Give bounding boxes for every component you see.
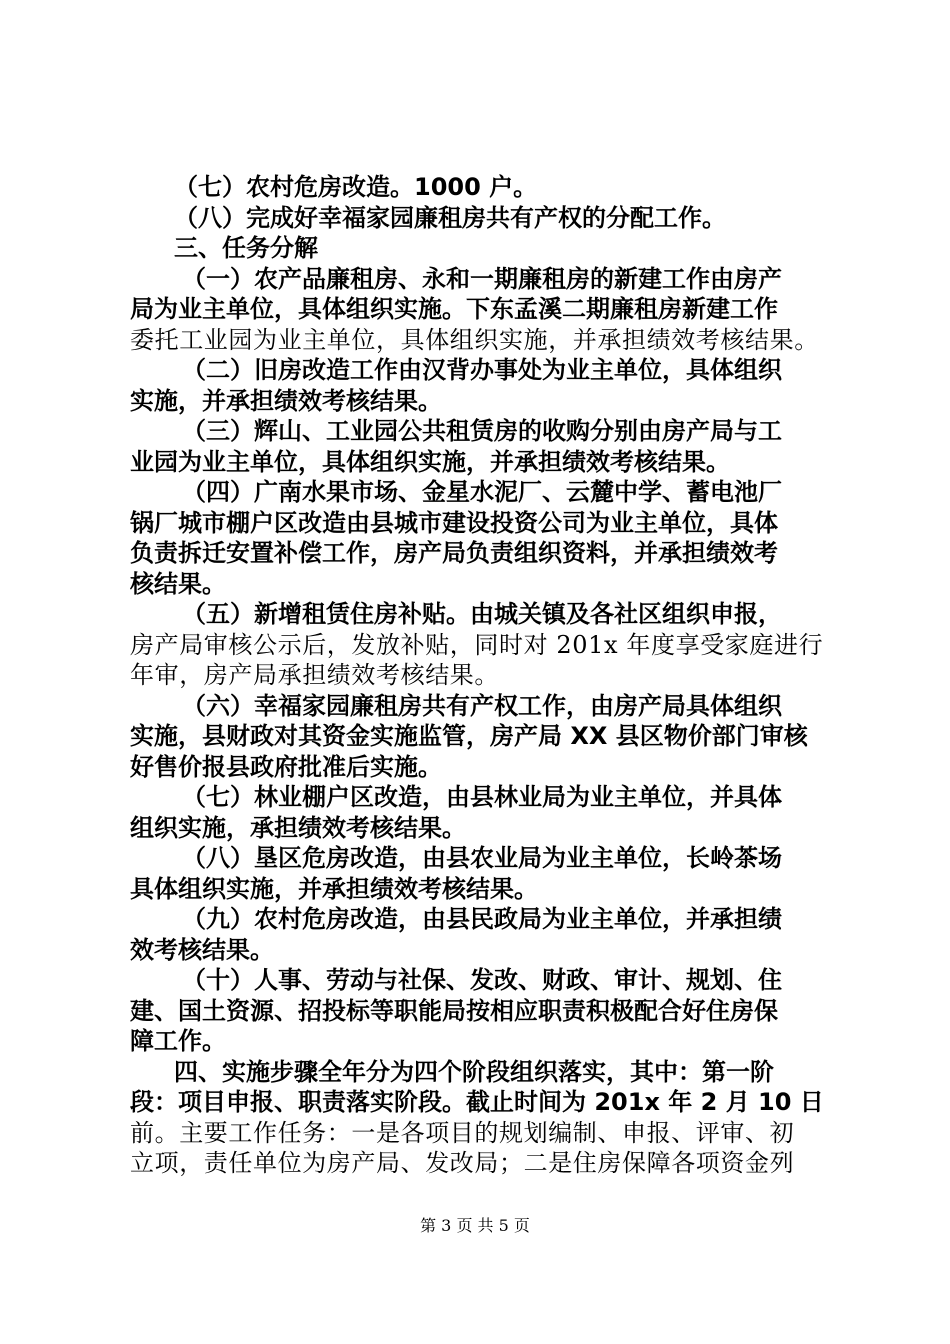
text-line: （七）林业棚户区改造，由县林业局为业主单位，并具体 (182, 783, 782, 811)
text-line: （一）农产品廉租房、永和一期廉租房的新建工作由房产 (182, 264, 782, 293)
document-body (130, 172, 830, 1179)
text-line: 好售价报县政府批准后实施。 (130, 752, 442, 781)
text-line: 房产局审核公示后，发放补贴，同时对 201x 年度享受家庭进行 (130, 630, 824, 659)
text-line: （三）辉山、工业园公共租赁房的收购分别由房产局与工 (182, 417, 782, 445)
text-line: （八）垦区危房改造，由县农业局为业主单位，长岭茶场 (182, 844, 782, 872)
text-line: （六）幸福家园廉租房共有产权工作，由房产局具体组织 (182, 691, 782, 720)
text-line: （四）广南水果市场、金星水泥厂、云麓中学、蓄电池厂 (182, 478, 782, 506)
text-line: 实施，并承担绩效考核结果。 (130, 386, 442, 415)
text-line: 具体组织实施，并承担绩效考核结果。 (130, 874, 538, 903)
text-line: （五）新增租赁住房补贴。由城关镇及各社区组织申报， (182, 600, 782, 628)
text-line: 核结果。 (130, 569, 226, 598)
text-line: 段：项目申报、职责落实阶段。截止时间为 201x 年 2 月 10 日 (130, 1088, 824, 1116)
text-line: 年审，房产局承担绩效考核结果。 (130, 661, 499, 689)
text-line: （八）完成好幸福家园廉租房共有产权的分配工作。 (174, 203, 726, 232)
section-heading: 四、实施步骤全年分为四个阶段组织落实，其中：第一阶 (174, 1057, 774, 1086)
text-line: 局为业主单位，具体组织实施。下东孟溪二期廉租房新建工作 (130, 295, 778, 323)
text-line: 锅厂城市棚户区改造由县城市建设投资公司为业主单位，具体 (130, 508, 778, 537)
text-line: 负责拆迁安置补偿工作，房产局负责组织资料，并承担绩效考 (130, 539, 778, 567)
text-line: 效考核结果。 (130, 935, 274, 964)
text-line: （七）农村危房改造。1000 户。 (174, 173, 538, 201)
text-line: （十）人事、劳动与社保、发改、财政、审计、规划、住 (182, 966, 782, 994)
text-line: 业园为业主单位，具体组织实施，并承担绩效考核结果。 (130, 447, 730, 476)
page-footer: 第 3 页 共 5 页 (420, 1216, 530, 1235)
text-line: 组织实施，承担绩效考核结果。 (130, 813, 466, 842)
text-line: （九）农村危房改造，由县民政局为业主单位，并承担绩 (182, 905, 782, 933)
text-line: 委托工业园为业主单位，具体组织实施，并承担绩效考核结果。 (130, 325, 819, 354)
text-line: （二）旧房改造工作由汉背办事处为业主单位，具体组织 (182, 356, 782, 384)
text-line: 立项，责任单位为房产局、发改局；二是住房保障各项资金列 (130, 1149, 795, 1177)
text-line: 建、国土资源、招投标等职能局按相应职责积极配合好住房保 (130, 996, 778, 1025)
section-heading: 三、任务分解 (174, 234, 318, 262)
text-line: 障工作。 (130, 1027, 226, 1055)
text-line: 前。主要工作任务：一是各项目的规划编制、申报、评审、初 (130, 1118, 795, 1147)
text-line: 实施，县财政对其资金实施监管，房产局 XX 县区物价部门审核 (130, 722, 808, 750)
